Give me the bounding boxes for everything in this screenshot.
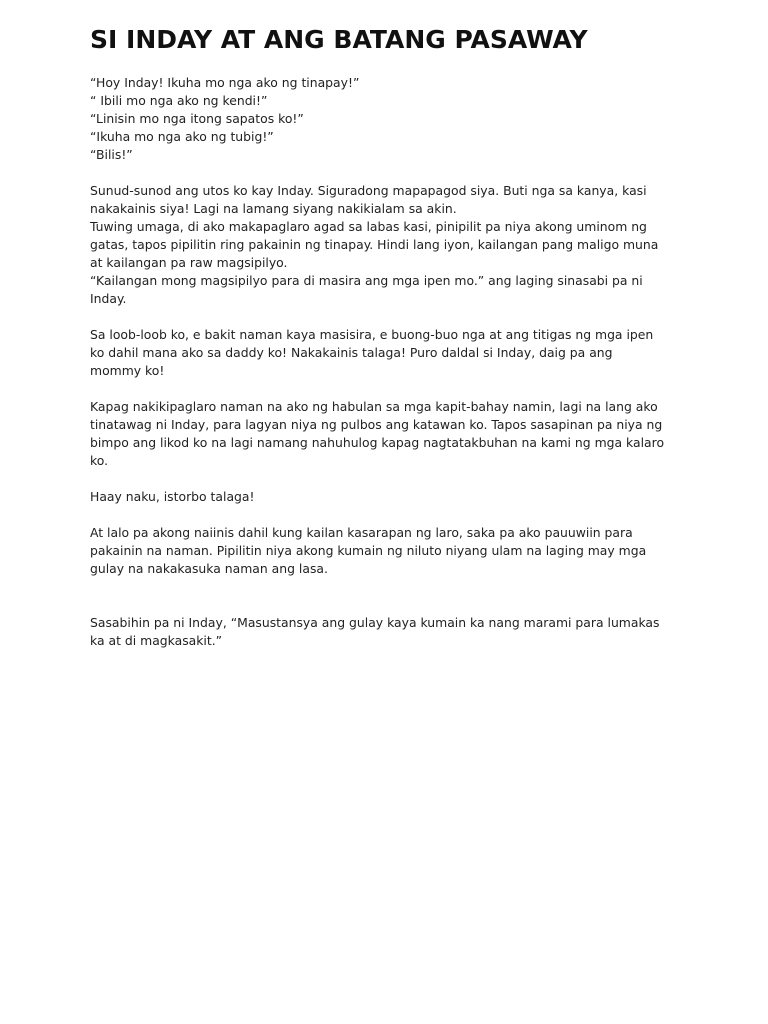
paragraph — [90, 488, 690, 506]
text-line: “Kailangan mong magsipilyo para di masira ang mga ipen mo.” ang laging sinasabi pa ni — [90, 273, 643, 288]
document-body — [90, 74, 690, 650]
text-line: Kapag nakikipaglaro naman na ako ng habulan sa mga kapit-bahay namin, lagi na lang ako — [90, 399, 658, 414]
text-line: “ Ibili mo nga ako ng kendi!” — [90, 93, 268, 108]
paragraph-gap — [90, 578, 690, 614]
paragraph-gap — [90, 380, 690, 398]
text-line: pakainin na naman. Pipilitin niya akong kumain ng niluto niyang ulam na laging may mga — [90, 543, 647, 558]
paragraph — [90, 326, 690, 380]
text-line: Sunud-sunod ang utos ko kay Inday. Siguradong mapapagod siya. Buti nga sa kanya, kasi — [90, 183, 647, 198]
text-line: Sa loob-loob ko, e bakit naman kaya masisira, e buong-buo nga at ang titigas ng mga ipen — [90, 327, 654, 342]
text-line: bimpo ang likod ko na lagi namang nahuhulog kapag nagtatakbuhan na kami ng mga kalaro — [90, 435, 665, 450]
text-line: Inday. — [90, 291, 127, 306]
paragraph-gap — [90, 308, 690, 326]
text-line: nakakainis siya! Lagi na lamang siyang nakikialam sa akin. — [90, 201, 457, 216]
text-line: at kailangan pa raw magsipilyo. — [90, 255, 288, 270]
text-line: ko. — [90, 453, 109, 468]
dialogue-paragraph — [90, 74, 690, 164]
paragraph — [90, 614, 690, 650]
paragraph-gap — [90, 164, 690, 182]
text-line: Sasabihin pa ni Inday, “Masustansya ang gulay kaya kumain ka nang marami para lumakas — [90, 615, 660, 630]
text-line: “Bilis!” — [90, 147, 133, 162]
paragraph — [90, 524, 690, 578]
paragraph-gap — [90, 506, 690, 524]
paragraph — [90, 398, 690, 470]
text-line: ko dahil mana ako sa daddy ko! Nakakainis talaga! Puro daldal si Inday, daig pa ang — [90, 345, 613, 360]
document-title: SI INDAY AT ANG BATANG PASAWAY — [90, 25, 588, 54]
paragraph — [90, 182, 690, 308]
text-line: Haay naku, istorbo talaga! — [90, 489, 255, 504]
text-line: mommy ko! — [90, 363, 165, 378]
text-line: “Linisin mo nga itong sapatos ko!” — [90, 111, 304, 126]
text-line: Tuwing umaga, di ako makapaglaro agad sa labas kasi, pinipilit pa niya akong uminom ng — [90, 219, 647, 234]
text-line: gulay na nakakasuka naman ang lasa. — [90, 561, 328, 576]
text-line: ka at di magkasakit.” — [90, 633, 223, 648]
paragraph-gap — [90, 470, 690, 488]
text-line: “Ikuha mo nga ako ng tubig!” — [90, 129, 274, 144]
text-line: gatas, tapos pipilitin ring pakainin ng tinapay. Hindi lang iyon, kailangan pang maligo muna — [90, 237, 659, 252]
text-line: At lalo pa akong naiinis dahil kung kailan kasarapan ng laro, saka pa ako pauuwiin para — [90, 525, 633, 540]
text-line: tinatawag ni Inday, para lagyan niya ng pulbos ang katawan ko. Tapos sasapinan pa niya ng — [90, 417, 663, 432]
text-line: “Hoy Inday! Ikuha mo nga ako ng tinapay!” — [90, 75, 360, 90]
